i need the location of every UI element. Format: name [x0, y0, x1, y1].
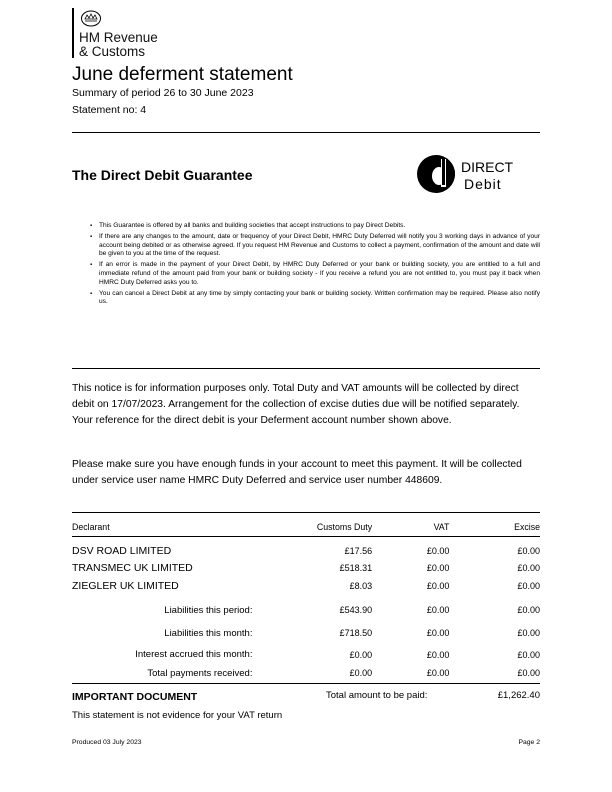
- dd-logo-bottom: Debit: [464, 176, 502, 192]
- excise-total: £0.00: [517, 668, 540, 679]
- vat-value: £0.00: [426, 580, 450, 591]
- liabilities-table: [72, 518, 540, 682]
- table-row: [72, 560, 540, 578]
- organisation-name: [79, 31, 158, 59]
- summary-row: [72, 599, 540, 622]
- table-header-row: [72, 518, 540, 537]
- total-amount-value: £1,262.40: [497, 690, 540, 701]
- vat-total: £0.00: [426, 605, 450, 615]
- vat-value: £0.00: [426, 545, 450, 556]
- divider: [72, 132, 540, 133]
- table-row: [72, 577, 540, 595]
- excise-total: £0.00: [517, 649, 540, 660]
- divider: [72, 368, 540, 369]
- col-customs-duty: Customs Duty: [316, 522, 373, 532]
- excise-value: £0.00: [517, 563, 540, 574]
- divider: [72, 683, 540, 684]
- excise-total: £0.00: [517, 628, 540, 638]
- important-heading: IMPORTANT DOCUMENT: [72, 691, 198, 703]
- table-row: [72, 542, 540, 560]
- vat-evidence-note: This statement is not evidence for your VAT return: [72, 710, 283, 721]
- direct-debit-logo: [414, 153, 524, 195]
- excise-value: £0.00: [517, 580, 540, 591]
- vat-total: £0.00: [426, 649, 450, 660]
- collection-notice: This notice is for information purposes only. Total Duty and VAT amounts will be collected by direct debit on 17/07/2023. Arrangement for the collection of excise duties due will be notified separately. Your reference for the direct debit is your Deferment account number shown above.: [72, 383, 520, 426]
- org-line-2: & Customs: [79, 44, 146, 59]
- guarantee-bullet: ▪ If an error is made in the payment of your Direct Debit, by HMRC Duty Deferred or your bank or building society, you are entitled to a full and immediate refund of the amount paid from your bank or building society - If you receive a refund you are not entitled to, you must pay it back when HMRC Duty Deferred asks you to.: [90, 261, 540, 287]
- guarantee-list: [90, 222, 540, 309]
- page-number: Page 2: [518, 739, 540, 746]
- summary-label: Liabilities this period:: [164, 604, 253, 616]
- page-title: June deferment statement: [72, 64, 293, 85]
- summary-row: [72, 622, 540, 645]
- divider: [72, 512, 540, 513]
- guarantee-title: The Direct Debit Guarantee: [72, 167, 253, 183]
- col-declarant: Declarant: [72, 522, 110, 532]
- produced-date: Produced 03 July 2023: [72, 739, 142, 746]
- summary-label: Interest accrued this month:: [135, 649, 253, 660]
- guarantee-bullet: ▪ This Guarantee is offered by all banks and building societies that accept instructions to pay Direct Debits.: [90, 222, 540, 231]
- excise-total: £0.00: [517, 605, 540, 615]
- period-summary: Summary of period 26 to 30 June 2023: [72, 87, 254, 99]
- customs-duty-total: £543.90: [339, 605, 373, 615]
- summary-row: [72, 665, 540, 683]
- statement-number: Statement no: 4: [72, 104, 147, 116]
- customs-duty-total: £0.00: [349, 668, 373, 679]
- vat-total: £0.00: [426, 668, 450, 679]
- vat-total: £0.00: [426, 628, 450, 638]
- summary-label: Total payments received:: [147, 667, 253, 679]
- summary-row: [72, 645, 540, 665]
- col-vat: VAT: [433, 522, 450, 532]
- customs-duty-value: £8.03: [349, 580, 373, 591]
- dd-logo-top: DIRECT: [461, 159, 514, 175]
- declarant-name: ZIEGLER UK LIMITED: [72, 579, 179, 592]
- declarant-name: DSV ROAD LIMITED: [72, 544, 172, 557]
- total-amount-label: Total amount to be paid:: [326, 690, 428, 701]
- col-excise: Excise: [514, 522, 540, 532]
- customs-duty-value: £518.31: [339, 563, 373, 574]
- crown-crest-icon: [80, 9, 102, 27]
- funds-notice: Please make sure you have enough funds in your account to meet this payment. It will be collected under service user name HMRC Duty Deferred and service user number 448609.: [72, 459, 522, 486]
- guarantee-bullet: ▪ If there are any changes to the amount, date or frequency of your Direct Debit, HMRC Duty Deferred will notify you 3 working days in advance of your account being debited or as otherwise agreed. If you request HM Revenue and Customs to collect a payment, confirmation of the amount and date will be given to you at the time of the request.: [90, 233, 540, 259]
- customs-duty-total: £0.00: [349, 649, 373, 660]
- vat-value: £0.00: [426, 563, 450, 574]
- guarantee-bullet: ▪ You can cancel a Direct Debit at any time by simply contacting your bank or building society. Written confirmation may be required. Please also notify us.: [90, 290, 540, 308]
- excise-value: £0.00: [517, 545, 540, 556]
- org-line-1: HM Revenue: [79, 30, 158, 45]
- customs-duty-value: £17.56: [344, 545, 373, 556]
- declarant-name: TRANSMEC UK LIMITED: [72, 562, 193, 575]
- customs-duty-total: £718.50: [339, 628, 373, 638]
- summary-label: Liabilities this month:: [164, 627, 253, 639]
- hmrc-logo-bar: [72, 8, 74, 58]
